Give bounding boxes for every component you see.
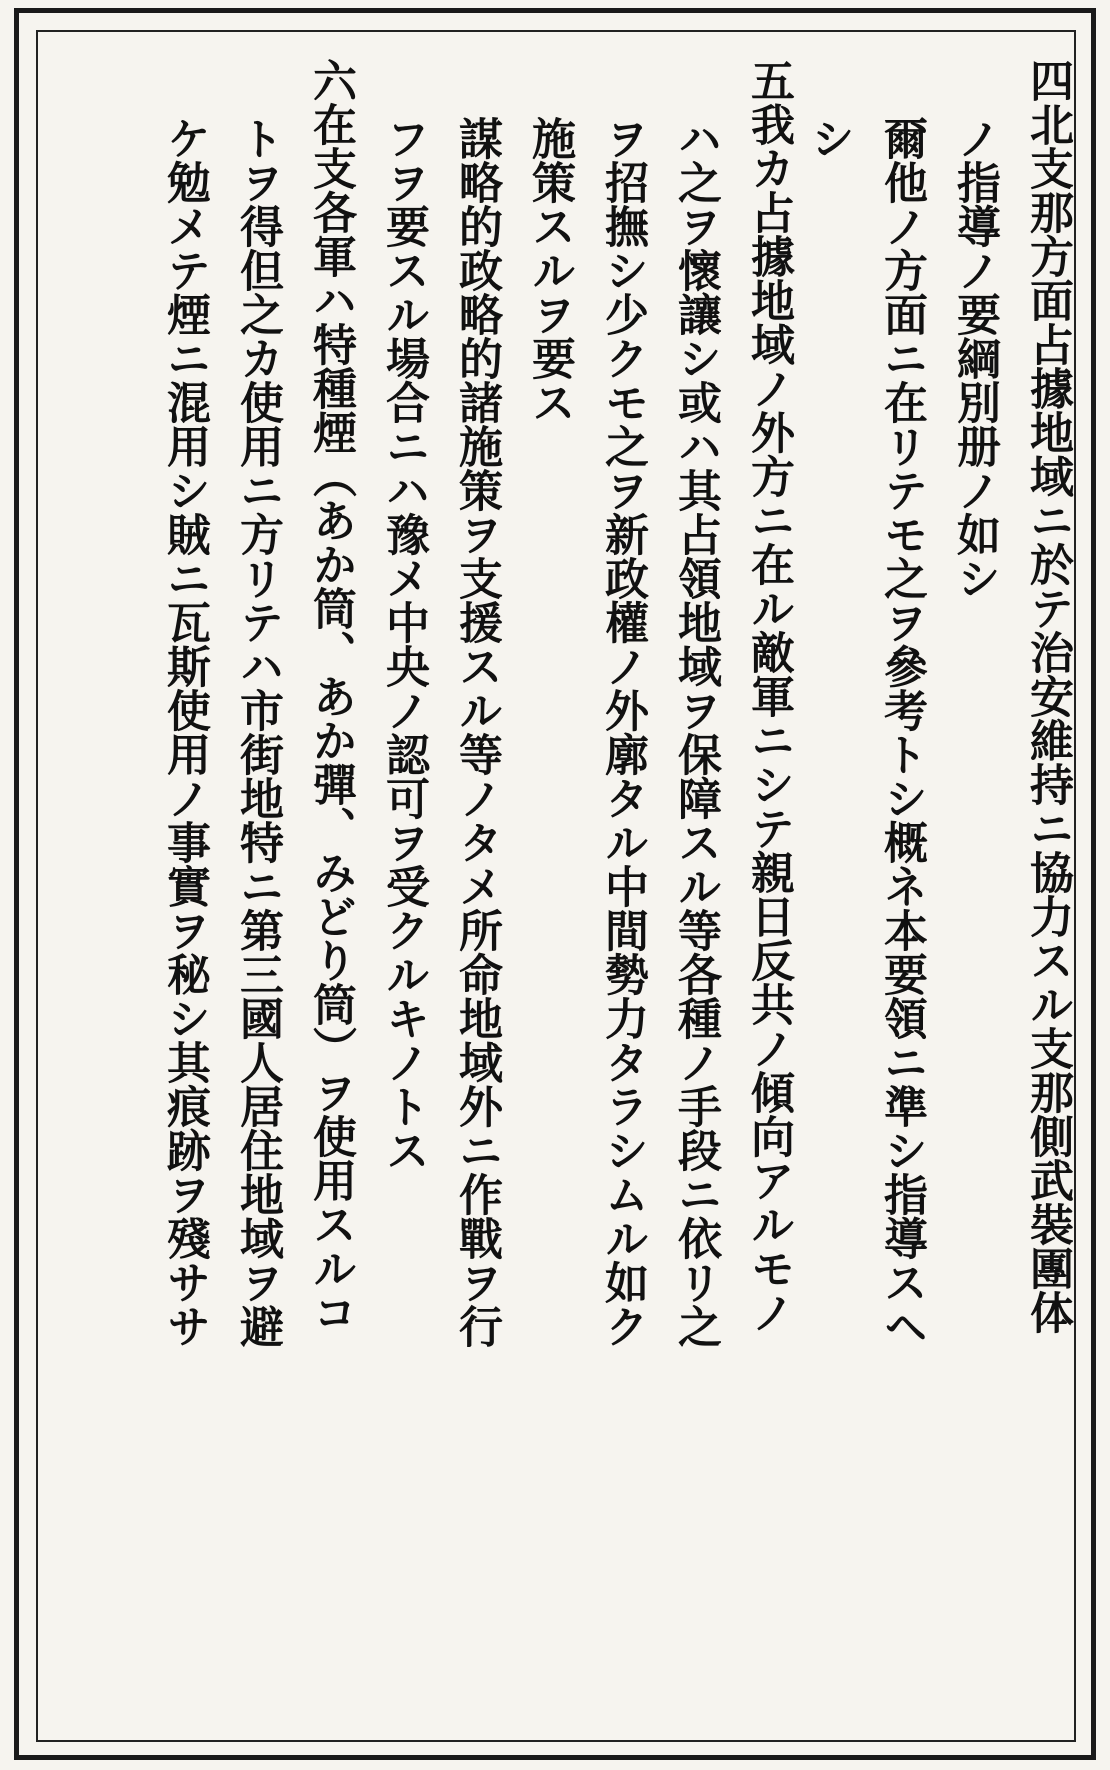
text-column-3: 爾他ノ方面ニ在リテモ之ヲ參考トシ概ネ本要領ニ準シ指導スヘ: [876, 116, 927, 1348]
text-column-11: 六在支各軍ハ特種煙（あか筒、あか彈、みどり筒）ヲ使用スルコ: [305, 58, 356, 1334]
text-column-4: シ: [803, 116, 854, 160]
text-column-6: ハ之ヲ懷讓シ或ハ其占領地域ヲ保障スル等各種ノ手段ニ依リ之: [670, 116, 721, 1348]
text-column-13: ケ勉メテ煙ニ混用シ賊ニ瓦斯使用ノ事實ヲ秘シ其痕跡ヲ殘ササ: [159, 116, 210, 1348]
text-column-10: フヲ要スル場合ニハ豫メ中央ノ認可ヲ受クルキノトス: [378, 116, 429, 1172]
text-column-8: 施策スルヲ要ス: [524, 116, 575, 424]
text-column-1: 四北支那方面占據地域ニ於テ治安維持ニ協力スル支那側武裝團体: [1022, 58, 1073, 1334]
text-column-12: トヲ得但之カ使用ニ方リテハ市街地特ニ第三國人居住地域ヲ避: [232, 116, 283, 1348]
text-column-2: ノ指導ノ要綱別册ノ如シ: [949, 116, 1000, 600]
text-column-5: 五我カ占據地域ノ外方ニ在ル敵軍ニシテ親日反共ノ傾向アルモノ: [743, 58, 794, 1334]
text-column-9: 謀略的政略的諸施策ヲ支援スル等ノタメ所命地域外ニ作戰ヲ行: [451, 116, 502, 1348]
vertical-text-body: [46, 58, 1076, 1708]
text-column-7: ヲ招撫シ少クモ之ヲ新政權ノ外廓タル中間勢力タラシムル如ク: [597, 116, 648, 1348]
